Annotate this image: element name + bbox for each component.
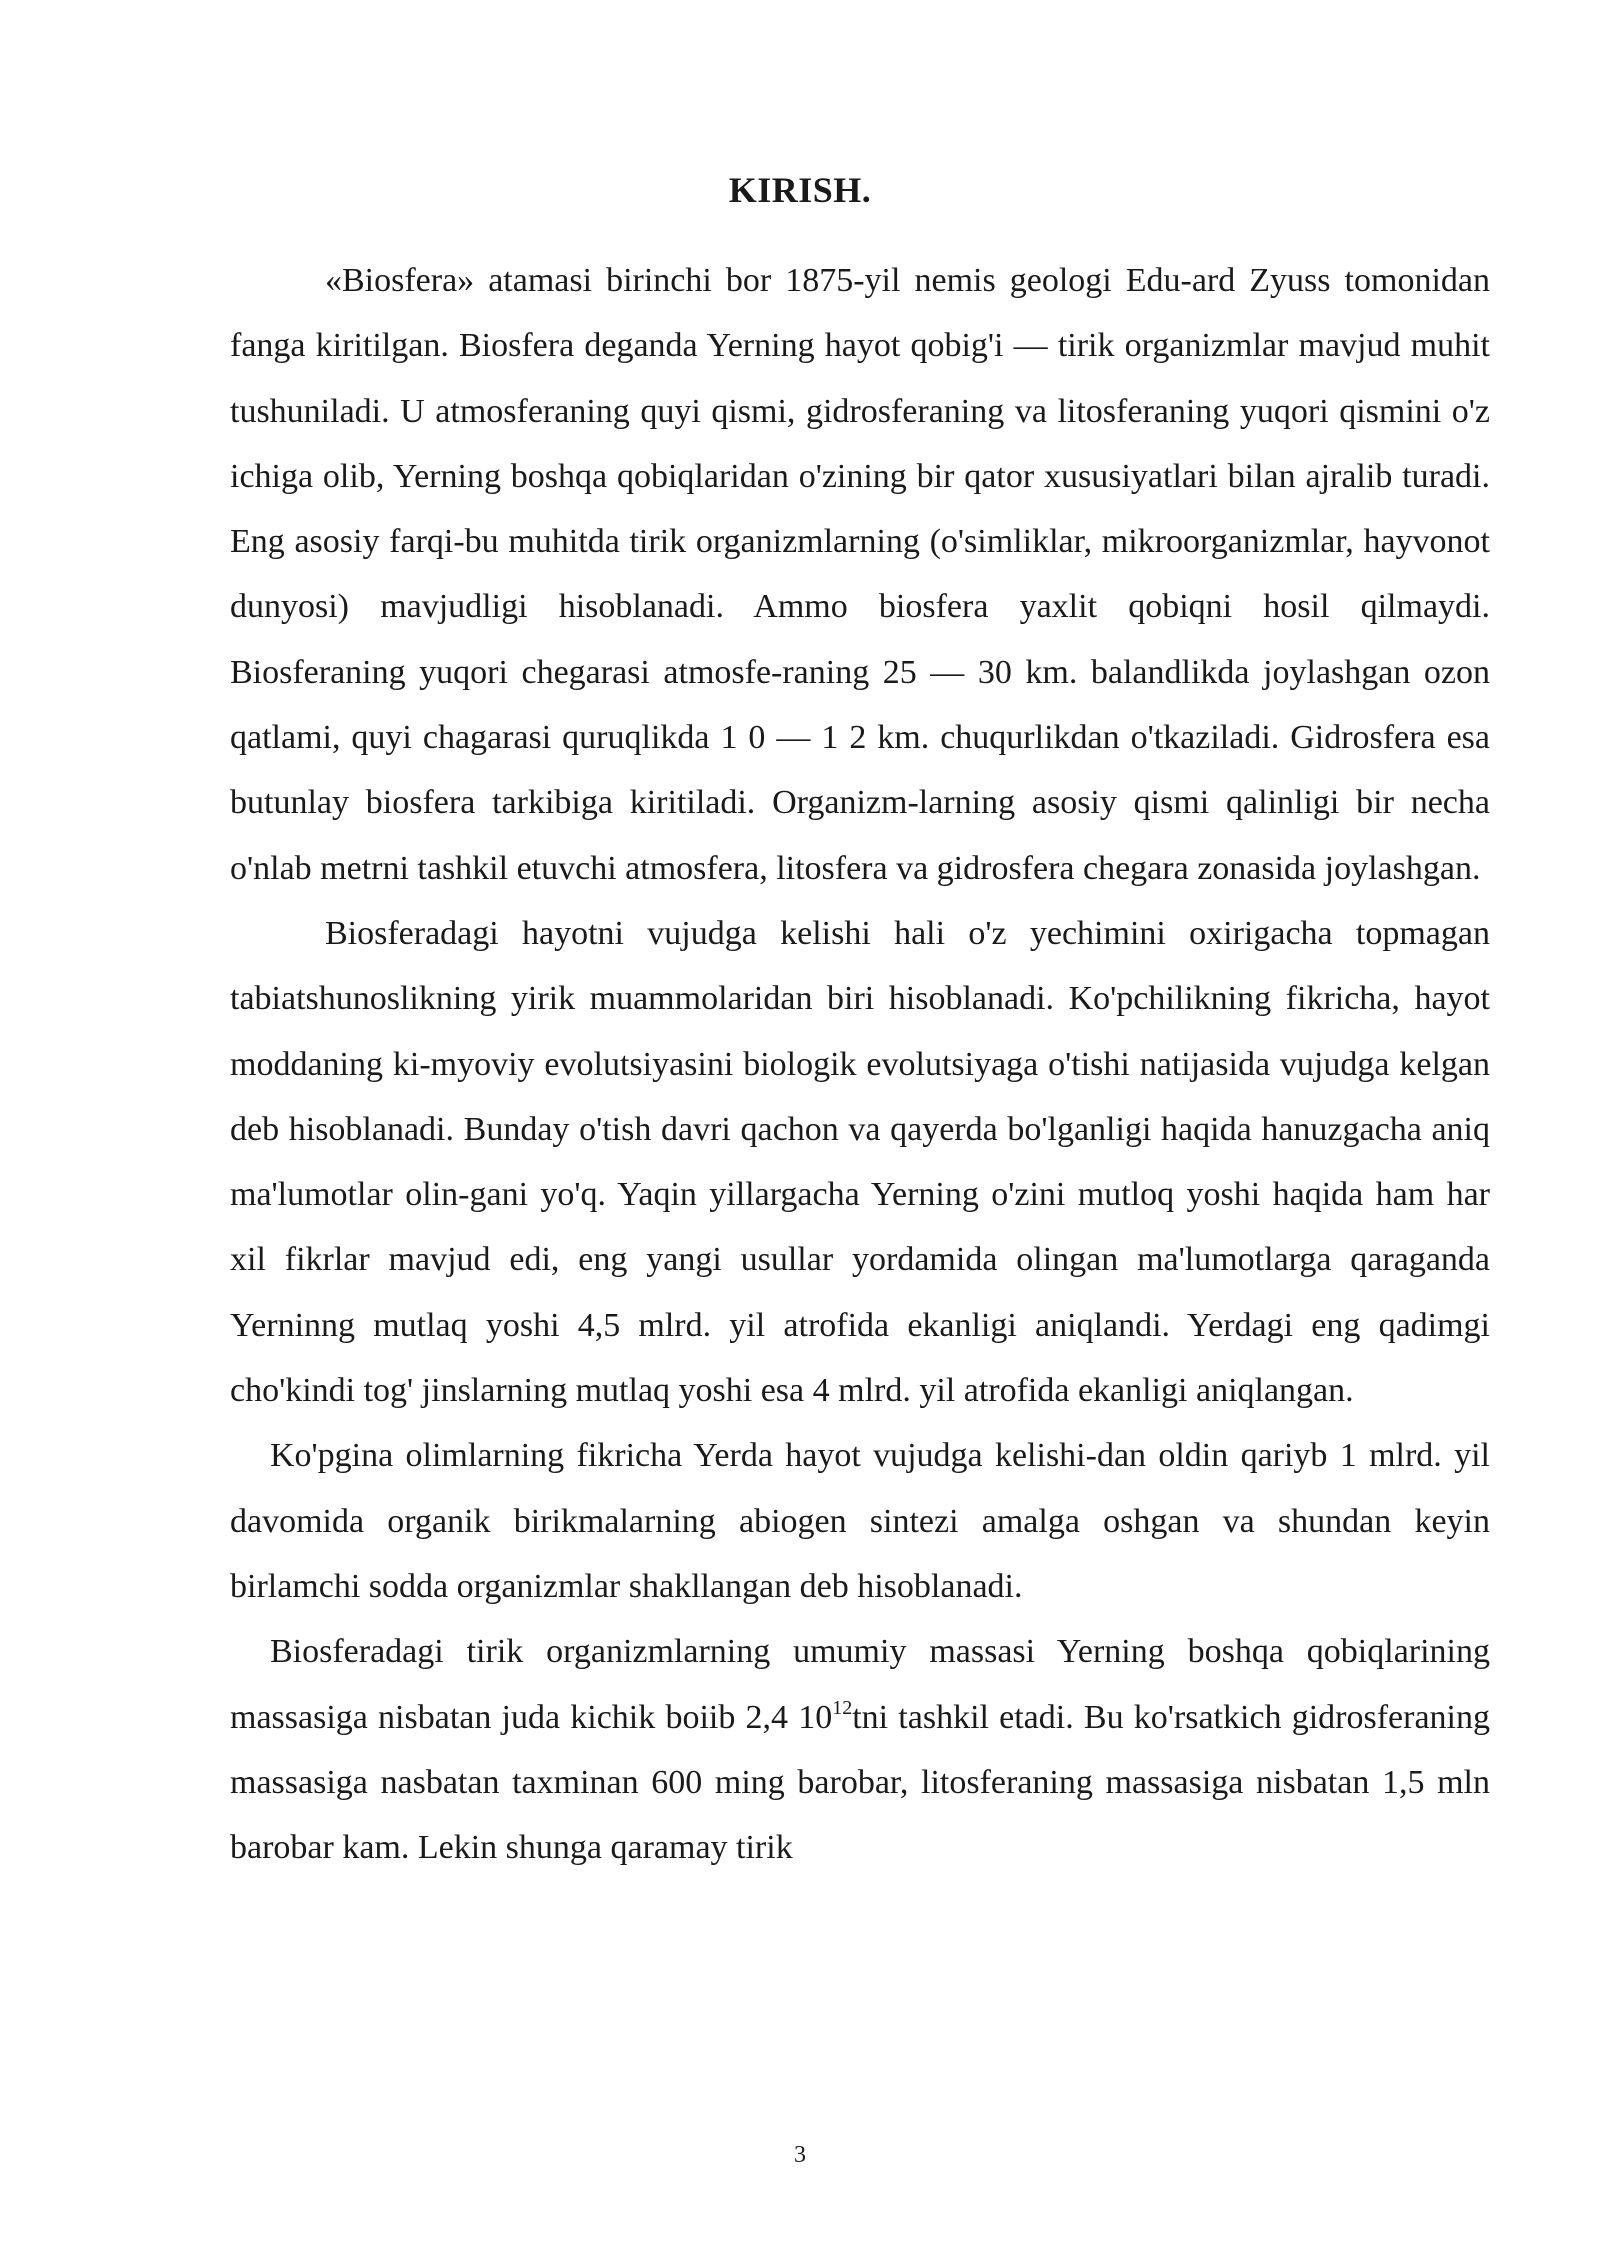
page-title: KIRISH. — [728, 170, 872, 210]
biomass-text-before: Biosferadagi tirik organizmlarning umumiy massasi Yerning boshqa qobiqlarining massasiga nisbatan juda kichik boiib 2,4 10 — [230, 1633, 1490, 1736]
paragraph-origin-of-life: Biosferadagi hayotni vujudga kelishi hali o'z yechimini oxirigacha topmagan tabiatshunoslikning yirik muammolaridan biri hisoblanadi. Ko'pchilikning fikricha, hayot moddaning ki-myoviy evolutsiyasini biologik evolutsiyaga o'tishi natijasida vujudga kelgan deb hisoblanadi. Bunday o'tish davri qachon va qayerda bo'lganligi haqida hanuzgacha aniq ma'lumotlar olin-gani yo'q. Yaqin yillargacha Yerning o'zini mutloq yoshi haqida ham har xil fikrlar mavjud edi, eng yangi usullar yordamida olingan ma'lumotlarga qaraganda Yerninng mutlaq yoshi 4,5 mlrd. yil atrofida ekanligi aniqlandi. Yerdagi eng qadimgi cho'kindi tog' jinslarning mutlaq yoshi esa 4 mlrd. yil atrofida ekanligi aniqlangan. — [230, 914, 1490, 1410]
paragraph-biomass — [230, 1619, 1490, 1880]
biomass-text-after: tni tashkil etadi. Bu ko'rsatkich gidrosferaning massasiga nasbatan taxminan 600 ming barobar, litosferaning massasiga nisbatan 1,5 mln barobar kam. Lekin shunga qaramay tirik — [230, 1698, 1490, 1867]
page-number: 3 — [794, 2142, 806, 2168]
paragraph-abiogenic-synthesis: Ko'pgina olimlarning fikricha Yerda hayot vujudga kelishi-dan oldin qariyb 1 mlrd. yil davomida organik birikmalarning abiogen sintezi amalga oshgan va shundan keyin birlamchi sodda organizmlar shakllangan deb hisoblanadi. — [230, 1437, 1490, 1605]
document-body — [230, 248, 1490, 1880]
exponent-superscript: 12 — [832, 1696, 853, 1719]
paragraph-biosfera-definition: «Biosfera» atamasi birinchi bor 1875-yil nemis geologi Edu-ard Zyuss tomonidan fanga kiritilgan. Biosfera deganda Yerning hayot qobig'i — tirik organizmlar mavjud muhit tushuniladi. U atmosferaning quyi qismi, gidrosferaning va litosferaning yuqori qismini o'z ichiga olib, Yerning boshqa qobiqlaridan o'zining bir qator xususiyatlari bilan ajralib turadi. Eng asosiy farqi-bu muhitda tirik organizmlarning (o'simliklar, mikroorganizmlar, hayvonot dunyosi) mavjudligi hisoblanadi. Ammo biosfera yaxlit qobiqni hosil qilmaydi. Biosferaning yuqori chegarasi atmosfe-raning 25 — 30 km. balandlikda joylashgan ozon qatlami, quyi chagarasi quruqlikda 1 0 — 1 2 km. chuqurlikdan o'tkaziladi. Gidrosfera esa butunlay biosfera tarkibiga kiritiladi. Organizm-larning asosiy qismi qalinligi bir necha o'nlab metrni tashkil etuvchi atmosfera, litosfera va gidrosfera chegara zonasida joylashgan. — [230, 262, 1490, 887]
